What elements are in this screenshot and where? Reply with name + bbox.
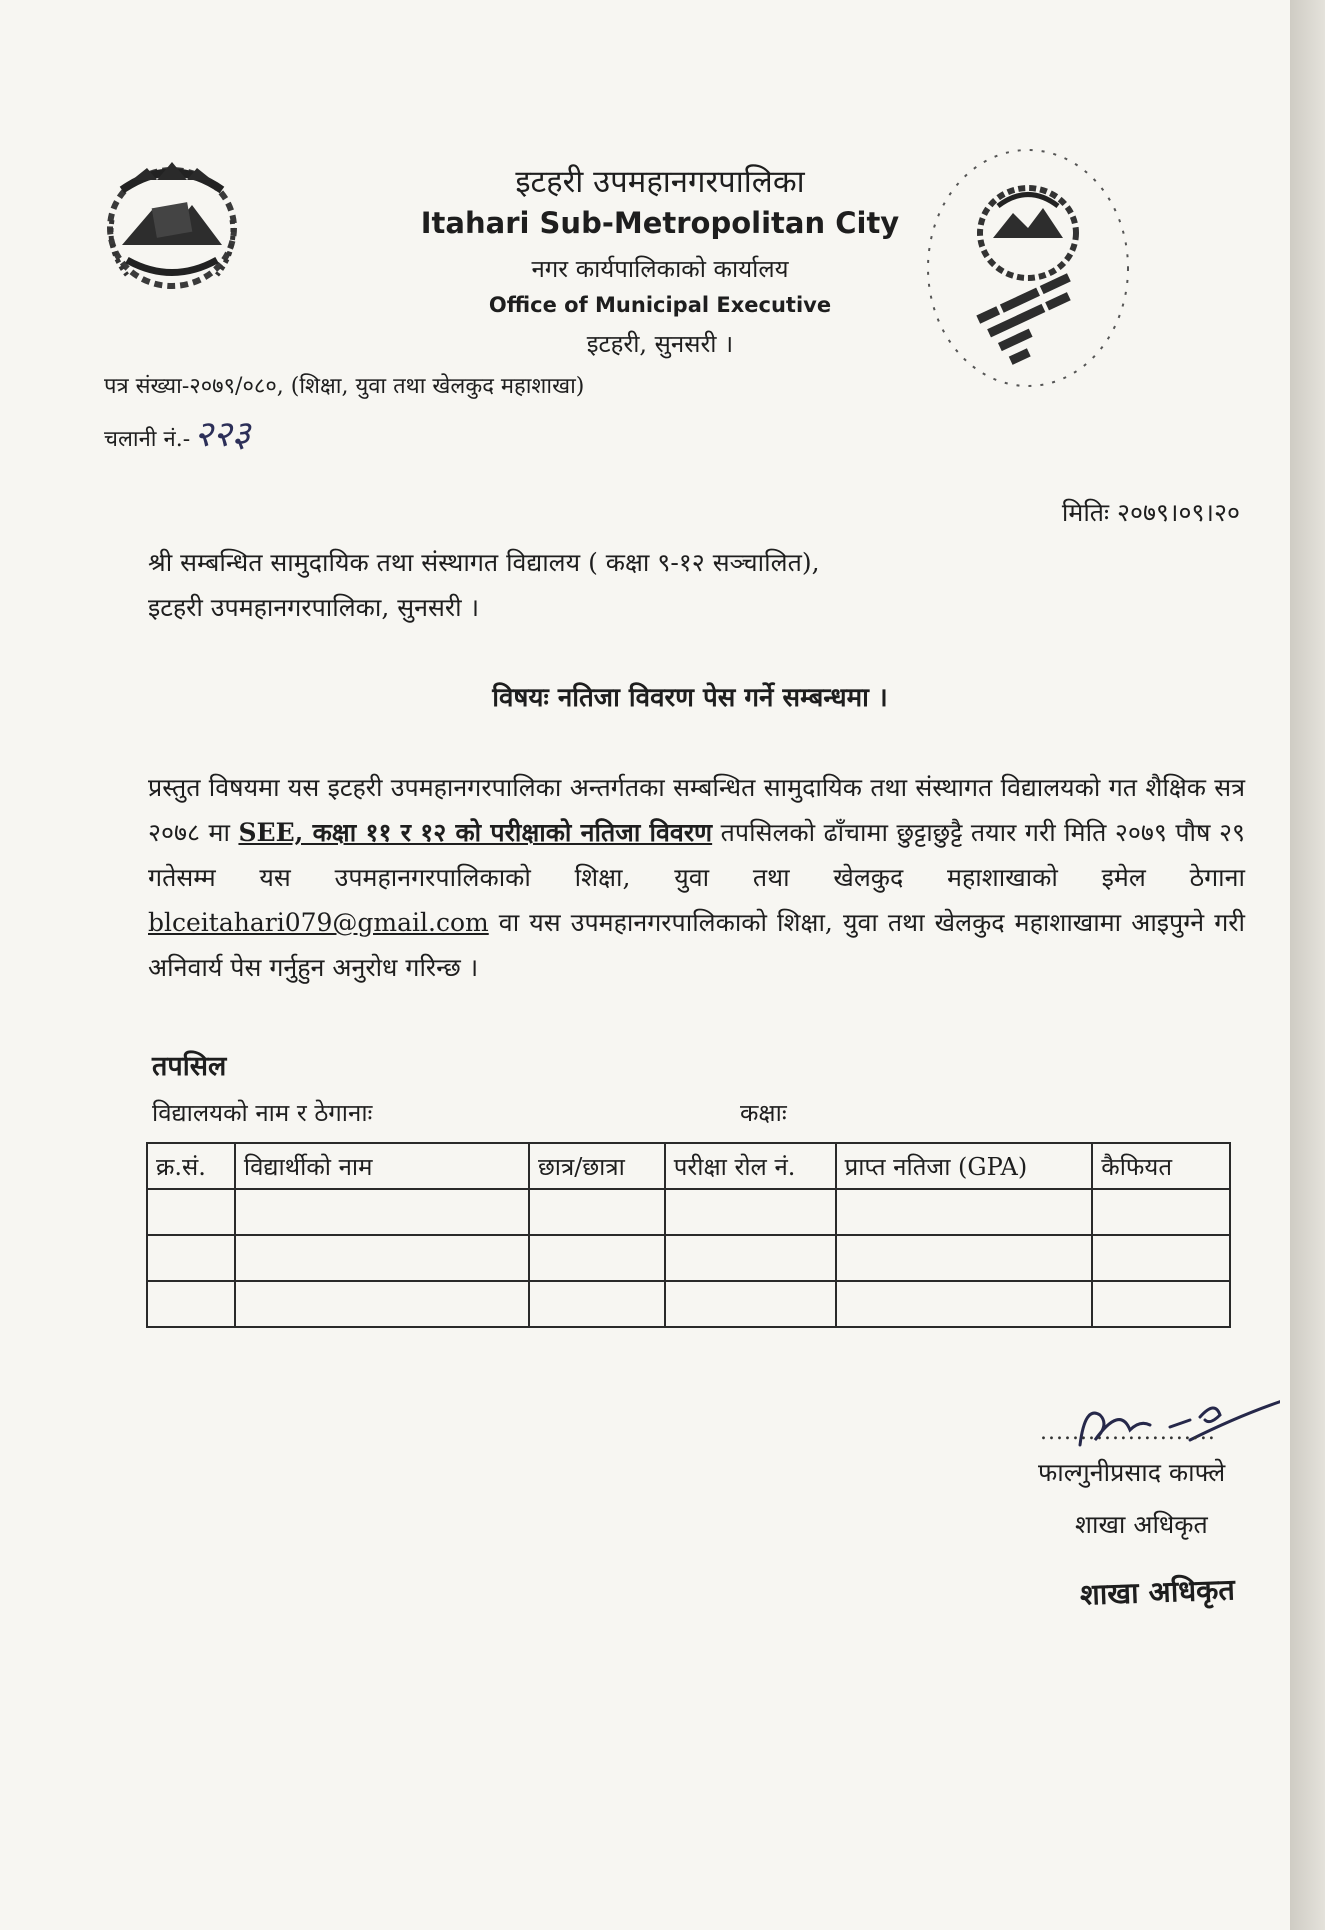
- body-part-3: वा यस उपमहानगरपालिकाको शिक्षा, युवा तथा खेलकुद महाशाखामा आइपुग्ने गरी अनिवार्य पेस गर्नुहुन अनुरोध गरिन्छ ।: [148, 908, 1245, 982]
- dispatch-label: चलानी नं.-: [104, 427, 191, 452]
- signer-name: फाल्गुनीप्रसाद काफ्ले: [1038, 1458, 1226, 1487]
- body-part-2: तपसिलको ढाँचामा छुट्टाछुट्टै तयार गरी मिति २०७९ पौष २९ गतेसम्म यस उपमहानगरपालिकाको शिक्षा, युवा तथा खेलकुद महाशाखाको इमेल ठेगाना: [148, 818, 1245, 892]
- table-cell: [529, 1281, 665, 1327]
- dispatch-number: [104, 408, 250, 457]
- table-cell: [147, 1235, 235, 1281]
- reference-number: पत्र संख्या-२०७९/०८०, (शिक्षा, युवा तथा खेलकुद महाशाखा): [104, 374, 585, 399]
- letter-subject: विषयः नतिजा विवरण पेस गर्ने सम्बन्धमा ।: [492, 683, 888, 713]
- table-row: [147, 1189, 1230, 1235]
- nepal-government-emblem-icon: [92, 150, 252, 300]
- body-highlight: SEE, कक्षा ११ र १२ को परीक्षाको नतिजा विवरण: [238, 818, 713, 847]
- column-header: कैफियत: [1092, 1143, 1230, 1189]
- column-header: क्र.सं.: [147, 1143, 235, 1189]
- table-cell: [147, 1281, 235, 1327]
- email-address: blceitahari079@gmail.com: [148, 908, 489, 937]
- school-name-label: विद्यालयको नाम र ठेगानाः: [152, 1099, 373, 1127]
- signer-title: शाखा अधिकृत: [1075, 1510, 1208, 1539]
- table-cell: [665, 1189, 836, 1235]
- class-label: कक्षाः: [740, 1099, 787, 1127]
- table-cell: [1092, 1281, 1230, 1327]
- table-cell: [235, 1235, 529, 1281]
- designation-stamp: शाखा अधिकृत: [1079, 1572, 1236, 1612]
- table-cell: [529, 1189, 665, 1235]
- column-header: विद्यार्थीको नाम: [235, 1143, 529, 1189]
- results-table: [146, 1142, 1231, 1328]
- table-cell: [235, 1189, 529, 1235]
- column-header: परीक्षा रोल नं.: [665, 1143, 836, 1189]
- table-cell: [665, 1235, 836, 1281]
- office-location: इटहरी, सुनसरी ।: [586, 330, 734, 358]
- column-header: छात्र/छात्रा: [529, 1143, 665, 1189]
- department-english: Office of Municipal Executive: [488, 293, 832, 317]
- office-name-nepali: इटहरी उपमहानगरपालिका: [515, 164, 805, 200]
- body-part-1: प्रस्तुत विषयमा यस इटहरी उपमहानगरपालिका अन्तर्गतका सम्बन्धित सामुदायिक तथा संस्थागत विद्यालयको गत शैक्षिक सत्र २०७८ मा: [148, 773, 1245, 847]
- table-cell: [147, 1189, 235, 1235]
- table-row: [147, 1281, 1230, 1327]
- recipient-line-2: इटहरी उपमहानगरपालिका, सुनसरी ।: [148, 593, 480, 622]
- table-cell: [529, 1235, 665, 1281]
- table-header-row: [147, 1143, 1230, 1189]
- table-cell: [1092, 1235, 1230, 1281]
- letter-body: [148, 765, 1245, 990]
- municipal-seal-icon: [918, 128, 1138, 408]
- table-cell: [1092, 1189, 1230, 1235]
- table-cell: [665, 1281, 836, 1327]
- table-cell: [836, 1235, 1093, 1281]
- table-cell: [235, 1281, 529, 1327]
- recipient-line-1: श्री सम्बन्धित सामुदायिक तथा संस्थागत विद्यालय ( कक्षा ९-१२ सञ्चालित),: [148, 548, 820, 577]
- schedule-title: तपसिल: [152, 1051, 227, 1082]
- table-row: [147, 1235, 1230, 1281]
- department-nepali: नगर कार्यपालिकाको कार्यालय: [531, 255, 789, 283]
- signature-line: ......................: [1040, 1420, 1216, 1445]
- dispatch-number-handwritten: २२३: [194, 414, 251, 455]
- letter-date: मितिः २०७९।०९।२०: [1061, 498, 1240, 527]
- column-header: प्राप्त नतिजा (GPA): [836, 1143, 1093, 1189]
- office-name-english: Itahari Sub-Metropolitan City: [420, 206, 900, 240]
- page-edge: [1290, 0, 1325, 1930]
- table-cell: [836, 1281, 1093, 1327]
- table-cell: [836, 1189, 1093, 1235]
